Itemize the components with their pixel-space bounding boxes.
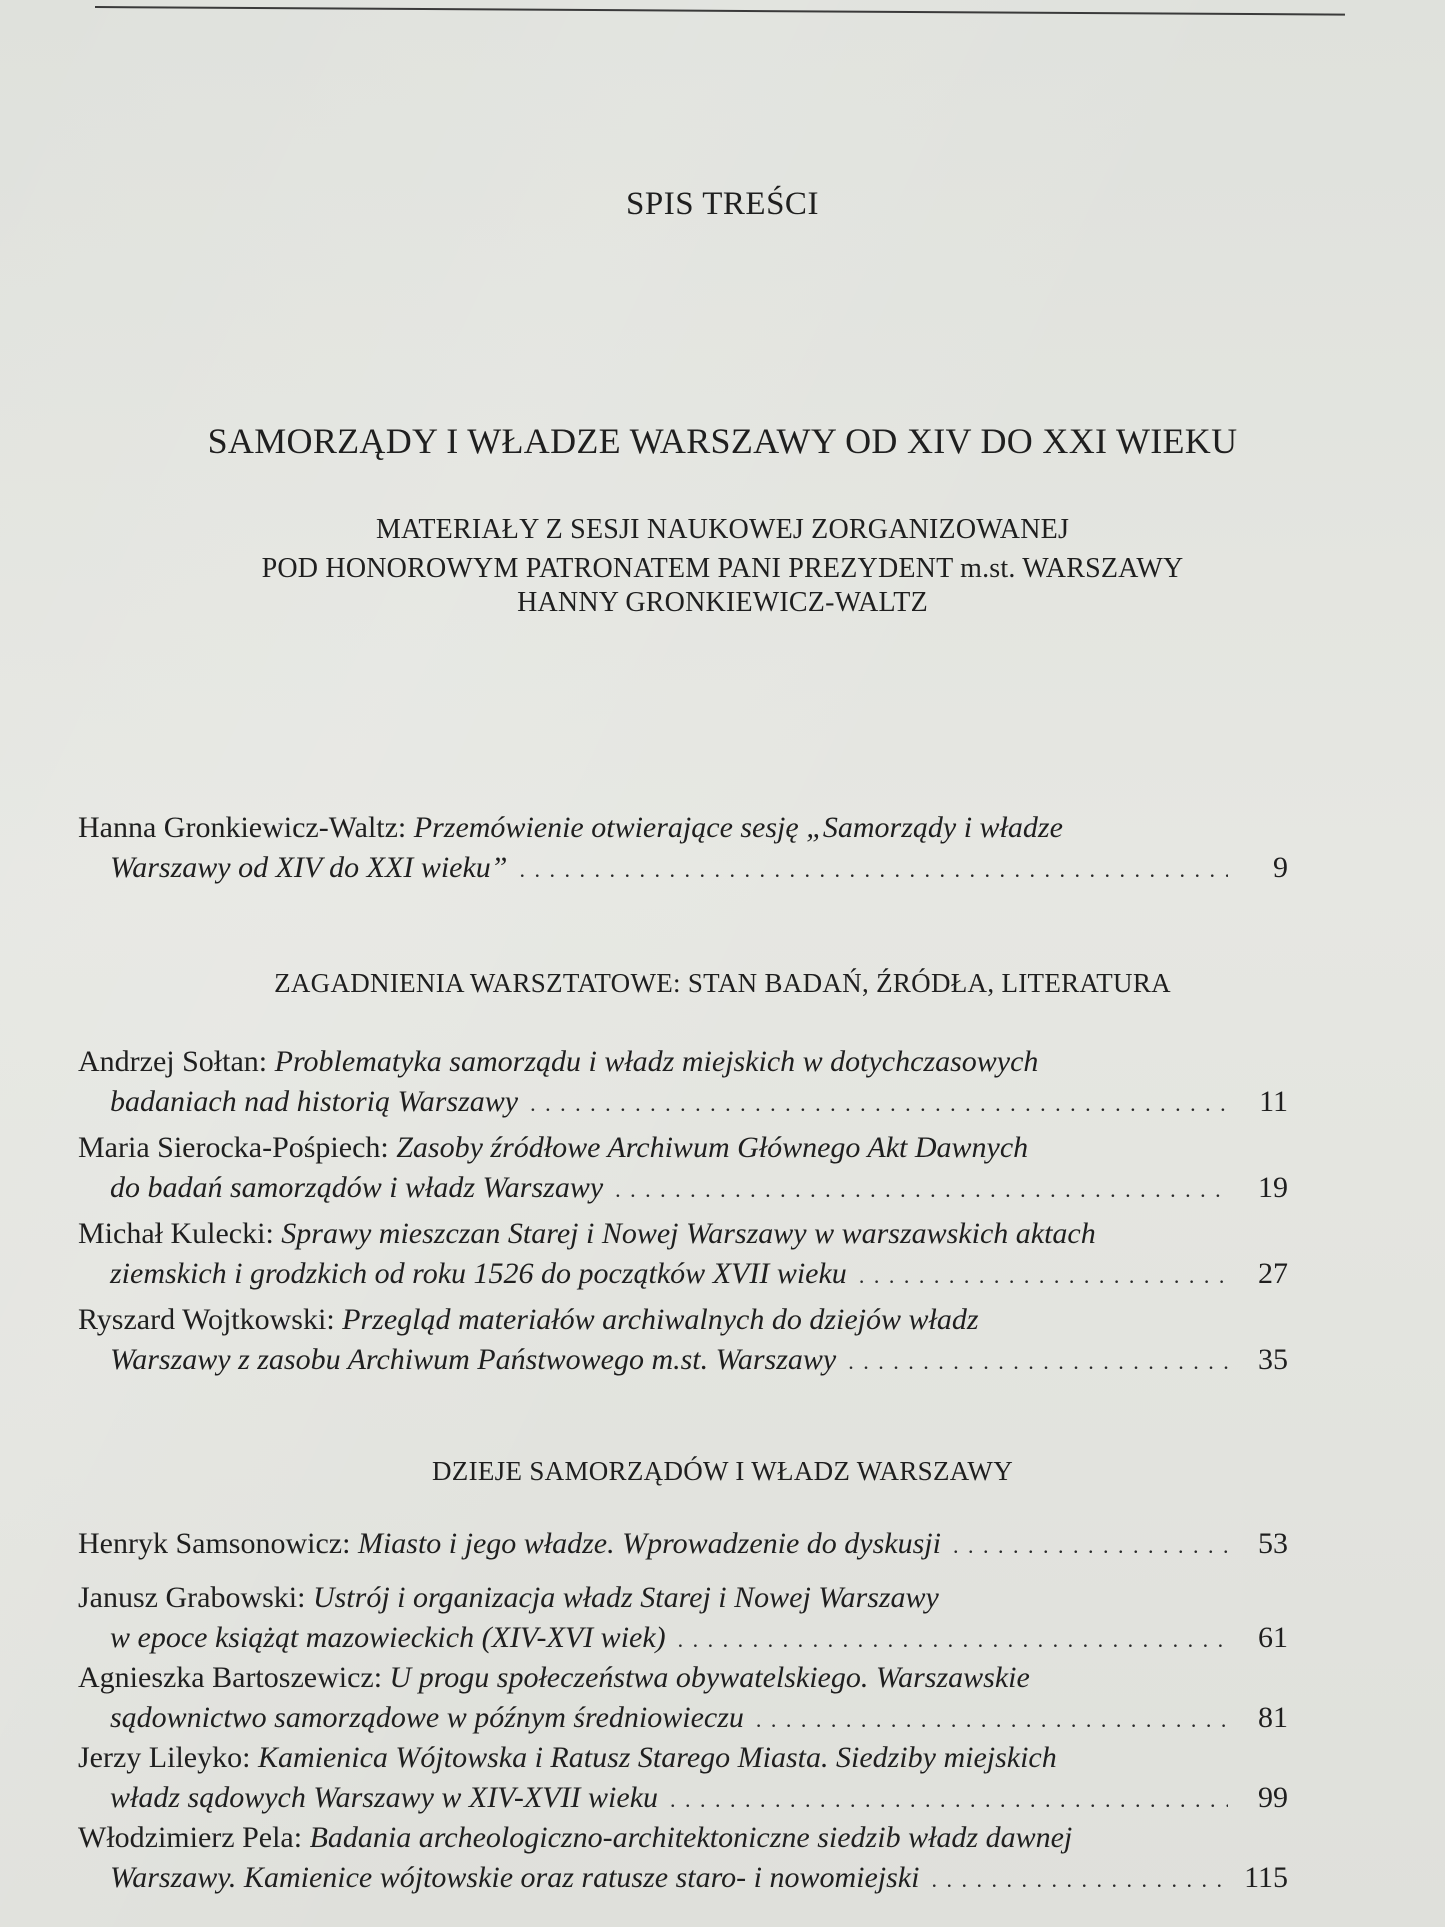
toc-entry	[78, 1818, 1288, 1900]
toc-title-continued: sądownictwo samorządowe w późnym średniowieczu	[110, 1701, 744, 1734]
toc-title: Zasoby źródłowe Archiwum Głównego Akt Dawnych	[396, 1131, 1029, 1164]
toc-page-number: 35	[1258, 1343, 1288, 1376]
top-rule	[95, 6, 1345, 16]
toc-page-number: 9	[1273, 851, 1288, 884]
toc-title-continued: badaniach nad historią Warszawy	[110, 1085, 519, 1118]
toc-title: Badania archeologiczno-architektoniczne siedzib władz dawnej	[309, 1821, 1073, 1854]
toc-author: Agnieszka Bartoszewicz:	[78, 1661, 383, 1694]
toc-author: Maria Sierocka-Pośpiech:	[78, 1131, 389, 1164]
toc-entry	[78, 1578, 1288, 1660]
leader-dots	[520, 850, 1229, 890]
toc-title: U progu społeczeństwa obywatelskiego. Warszawskie	[389, 1661, 1030, 1694]
toc-title-continued: władz sądowych Warszawy w XIV-XVII wieku	[110, 1781, 659, 1814]
volume-title: SAMORZĄDY I WŁADZE WARSZAWY OD XIV DO XXI WIEKU	[207, 421, 1238, 461]
leader-dots	[756, 1700, 1228, 1740]
leader-dots	[670, 1780, 1228, 1820]
toc-title: Kamienica Wójtowska i Ratusz Starego Miasta. Siedziby miejskich	[257, 1741, 1057, 1774]
leader-dots	[953, 1526, 1228, 1566]
toc-author: Jerzy Lileyko:	[78, 1741, 251, 1774]
leader-dots	[678, 1620, 1228, 1660]
toc-title: Przegląd materiałów archiwalnych do dziejów władz	[342, 1303, 979, 1336]
section-heading: ZAGADNIENIA WARSZTATOWE: STAN BADAŃ, ŹRÓDŁA, LITERATURA	[274, 968, 1171, 998]
toc-author: Henryk Samsonowicz:	[78, 1527, 351, 1560]
toc-title: Sprawy mieszczan Starej i Nowej Warszawy w warszawskich aktach	[281, 1217, 1096, 1250]
leader-dots	[615, 1170, 1228, 1210]
toc-entry	[78, 1658, 1288, 1740]
toc-title-continued: Warszawy od XIV do XXI wieku”	[110, 851, 508, 884]
toc-author: Janusz Grabowski:	[78, 1581, 306, 1614]
toc-author: Hanna Gronkiewicz-Waltz:	[78, 811, 407, 844]
leader-dots	[931, 1860, 1228, 1900]
toc-title-continued: Warszawy. Kamienice wójtowskie oraz ratusze staro- i nowomiejski	[110, 1861, 920, 1894]
toc-title-continued: ziemskich i grodzkich od roku 1526 do początków XVII wieku	[110, 1257, 847, 1290]
toc-author: Włodzimierz Pela:	[78, 1821, 303, 1854]
volume-subtitle-line: MATERIAŁY Z SESJI NAUKOWEJ ZORGANIZOWANEJ	[375, 514, 1070, 545]
toc-entry	[78, 1300, 1288, 1382]
section-heading: DZIEJE SAMORZĄDÓW I WŁADZ WARSZAWY	[432, 1456, 1013, 1486]
toc-entry	[78, 1524, 1288, 1566]
toc-author: Ryszard Wojtkowski:	[78, 1303, 335, 1336]
leader-dots	[530, 1084, 1228, 1124]
toc-title-continued: do badań samorządów i władz Warszawy	[110, 1171, 604, 1204]
toc-author: Andrzej Sołtan:	[78, 1045, 268, 1078]
toc-title-continued: w epoce książąt mazowieckich (XIV-XVI wiek)	[110, 1621, 666, 1654]
toc-page-number: 99	[1258, 1781, 1288, 1814]
toc-page-number: 115	[1244, 1861, 1288, 1894]
toc-page-number: 27	[1258, 1257, 1288, 1290]
page-title: SPIS TREŚCI	[626, 186, 819, 222]
toc-entry	[78, 1214, 1288, 1296]
toc-entry	[78, 808, 1288, 890]
toc-page-number: 61	[1258, 1621, 1288, 1654]
toc-title: Przemówienie otwierające sesję „Samorządy i władze	[413, 811, 1063, 844]
toc-entry	[78, 1042, 1288, 1124]
toc-page-number: 11	[1259, 1085, 1288, 1118]
toc-entry	[78, 1128, 1288, 1210]
toc-page-number: 53	[1258, 1527, 1288, 1560]
toc-author: Michał Kulecki:	[78, 1217, 274, 1250]
volume-subtitle-line: POD HONOROWYM PATRONATEM PANI PREZYDENT m.st. WARSZAWY	[261, 553, 1184, 584]
toc-title: Miasto i jego władze. Wprowadzenie do dyskusji	[357, 1527, 941, 1560]
leader-dots	[859, 1256, 1228, 1296]
toc-title: Problematyka samorządu i władz miejskich w dotychczasowych	[274, 1045, 1039, 1078]
volume-subtitle-line: HANNY GRONKIEWICZ-WALTZ	[517, 587, 928, 618]
toc-page-number: 81	[1258, 1701, 1288, 1734]
toc-title-continued: Warszawy z zasobu Archiwum Państwowego m.st. Warszawy	[110, 1343, 837, 1376]
toc-entry	[78, 1738, 1288, 1820]
toc-page-number: 19	[1258, 1171, 1288, 1204]
leader-dots	[848, 1342, 1228, 1382]
toc-title: Ustrój i organizacja władz Starej i Nowej Warszawy	[312, 1581, 939, 1614]
